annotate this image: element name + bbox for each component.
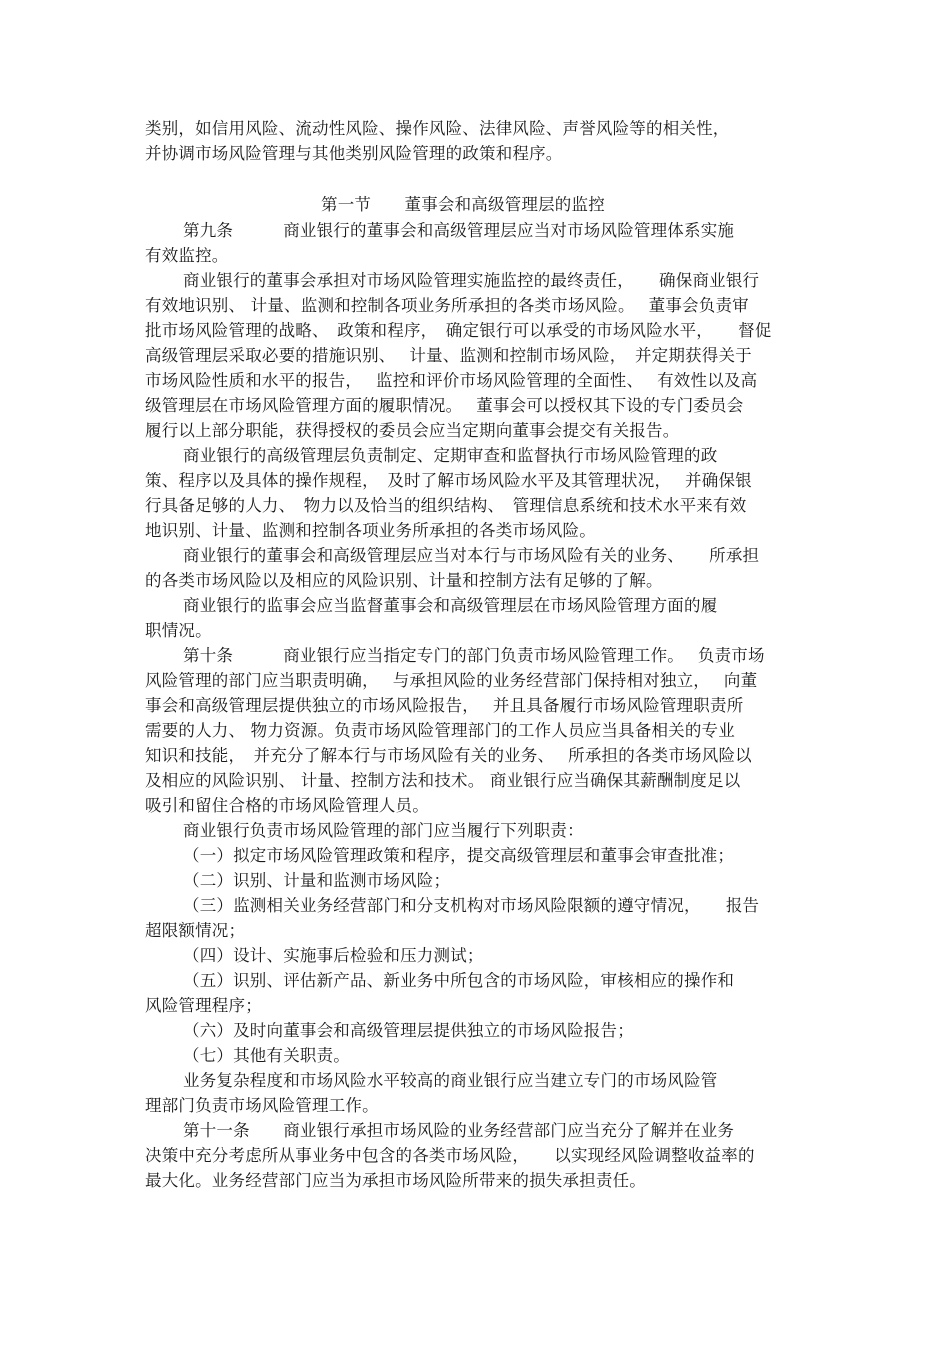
text-line: 批市场风险管理的战略、 政策和程序， 确定银行可以承受的市场风险水平， 督促 bbox=[145, 321, 772, 340]
text-line: 策、程序以及具体的操作规程， 及时了解市场风险水平及其管理状况， 并确保银 bbox=[145, 471, 752, 490]
text-line: 的各类市场风险以及相应的风险识别、计量和控制方法有足够的了解。 bbox=[145, 571, 663, 590]
list-item: （二）识别、计量和监测市场风险； bbox=[183, 871, 451, 890]
text-line: 需要的人力、 物力资源。负责市场风险管理部门的工作人员应当具备相关的专业 bbox=[145, 721, 735, 740]
list-item: （五）识别、评估新产品、新业务中所包含的市场风险，审核相应的操作和 bbox=[183, 971, 735, 990]
article-heading: 第九条 商业银行的董事会和高级管理层应当对市场风险管理体系实施 bbox=[183, 221, 735, 240]
text-line: 有效监控。 bbox=[145, 246, 229, 265]
text-line: 并协调市场风险管理与其他类别风险管理的政策和程序。 bbox=[145, 144, 563, 163]
list-item: （一）拟定市场风险管理政策和程序，提交高级管理层和董事会审查批准； bbox=[183, 846, 735, 865]
text-line: 有效地识别、 计量、监测和控制各项业务所承担的各类市场风险。 董事会负责审 bbox=[145, 296, 749, 315]
text-line: 风险管理的部门应当职责明确， 与承担风险的业务经营部门保持相对独立， 向董 bbox=[145, 671, 758, 690]
text-line: 市场风险性质和水平的报告， 监控和评价市场风险管理的全面性、 有效性以及高 bbox=[145, 371, 758, 390]
text-line: 行具备足够的人力、 物力以及恰当的组织结构、 管理信息系统和技术水平来有效 bbox=[145, 496, 747, 515]
text-line: 理部门负责市场风险管理工作。 bbox=[145, 1096, 379, 1115]
text-line: 履行以上部分职能，获得授权的委员会应当定期向董事会提交有关报告。 bbox=[145, 421, 680, 440]
text-line: 类别，如信用风险、流动性风险、操作风险、法律风险、声誉风险等的相关性， bbox=[145, 119, 730, 138]
list-item: （四）设计、实施事后检验和压力测试； bbox=[183, 946, 484, 965]
text-line: 事会和高级管理层提供独立的市场风险报告， 并且具备履行市场风险管理职责所 bbox=[145, 696, 744, 715]
list-item: （三）监测相关业务经营部门和分支机构对市场风险限额的遵守情况， 报告 bbox=[183, 896, 760, 915]
text-line: 风险管理程序； bbox=[145, 996, 262, 1015]
list-item: （七）其他有关职责。 bbox=[183, 1046, 350, 1065]
text-line: 及相应的风险识别、 计量、控制方法和技术。 商业银行应当确保其薪酬制度足以 bbox=[145, 771, 741, 790]
text-line: 决策中充分考虑所从事业务中包含的各类市场风险， 以实现经风险调整收益率的 bbox=[145, 1146, 755, 1165]
text-line: 商业银行的董事会承担对市场风险管理实施监控的最终责任， 确保商业银行 bbox=[183, 271, 760, 290]
text-line: 商业银行的高级管理层负责制定、定期审查和监督执行市场风险管理的政 bbox=[183, 446, 718, 465]
text-line: 吸引和留住合格的市场风险管理人员。 bbox=[145, 796, 429, 815]
list-item: （六）及时向董事会和高级管理层提供独立的市场风险报告； bbox=[183, 1021, 634, 1040]
text-line: 业务复杂程度和市场风险水平较高的商业银行应当建立专门的市场风险管 bbox=[183, 1071, 718, 1090]
text-line: 最大化。业务经营部门应当为承担市场风险所带来的损失承担责任。 bbox=[145, 1171, 646, 1190]
text-line: 级管理层在市场风险管理方面的履职情况。 董事会可以授权其下设的专门委员会 bbox=[145, 396, 744, 415]
text-line: 职情况。 bbox=[145, 621, 212, 640]
text-line: 高级管理层采取必要的措施识别、 计量、监测和控制市场风险， 并定期获得关于 bbox=[145, 346, 752, 365]
text-line: 商业银行的董事会和高级管理层应当对本行与市场风险有关的业务、 所承担 bbox=[183, 546, 760, 565]
text-line: 商业银行的监事会应当监督董事会和高级管理层在市场风险管理方面的履 bbox=[183, 596, 718, 615]
text-line: 地识别、计量、监测和控制各项业务所承担的各类市场风险。 bbox=[145, 521, 596, 540]
text-line: 商业银行负责市场风险管理的部门应当履行下列职责： bbox=[183, 821, 584, 840]
text-line: 知识和技能， 并充分了解本行与市场风险有关的业务、 所承担的各类市场风险以 bbox=[145, 746, 752, 765]
article-heading: 第十一条 商业银行承担市场风险的业务经营部门应当充分了解并在业务 bbox=[183, 1121, 735, 1140]
section-heading: 第一节 董事会和高级管理层的监控 bbox=[321, 195, 605, 214]
text-line: 超限额情况； bbox=[145, 921, 246, 940]
article-heading: 第十条 商业银行应当指定专门的部门负责市场风险管理工作。 负责市场 bbox=[183, 646, 765, 665]
